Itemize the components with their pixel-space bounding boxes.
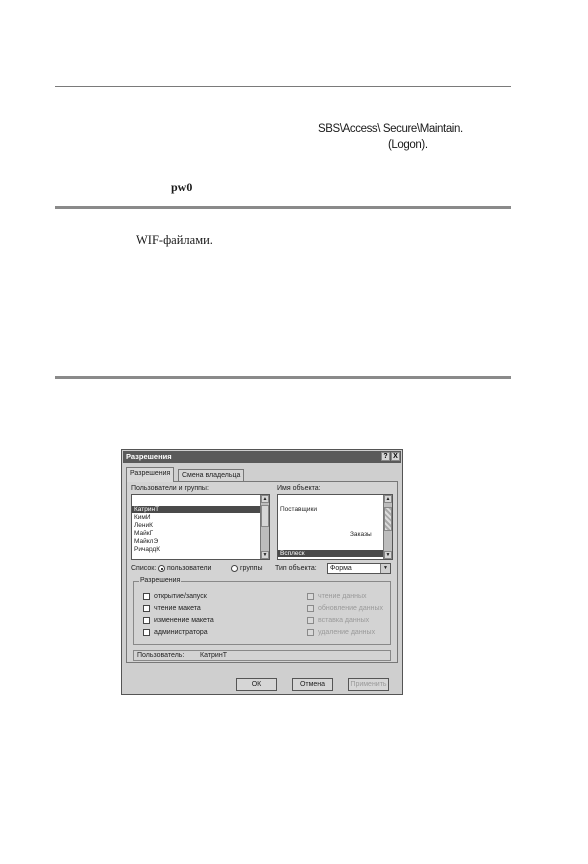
object-name-label: Имя объекта: (277, 485, 321, 492)
password-text: pw0 (171, 180, 193, 194)
scroll-track[interactable] (384, 507, 392, 531)
tab-change-owner[interactable]: Смена владельца (178, 469, 244, 482)
perm-read-data-checkbox[interactable] (307, 593, 314, 600)
apply-button[interactable]: Применить (348, 678, 389, 691)
list-item[interactable]: РичардК (134, 546, 161, 553)
scroll-thumb[interactable] (261, 505, 269, 527)
perm-update-data-checkbox[interactable] (307, 605, 314, 612)
list-item[interactable]: КатринТ (132, 506, 260, 513)
tab-permissions[interactable]: Разрешения (126, 467, 174, 482)
wif-text: WIF-файлами. (136, 233, 213, 247)
permissions-dialog (121, 449, 403, 695)
objects-scrollbar[interactable] (383, 495, 392, 559)
perm-open-run-checkbox[interactable] (143, 593, 150, 600)
user-value: КатринТ (200, 652, 227, 659)
current-user-line (133, 650, 391, 661)
list-item[interactable]: Поставщики (280, 506, 317, 513)
perm-modify-design-checkbox[interactable] (143, 617, 150, 624)
permissions-group (133, 577, 391, 645)
objects-listbox[interactable] (277, 494, 393, 560)
scroll-down-icon[interactable]: ▼ (262, 552, 268, 558)
list-item[interactable]: МайкГ (134, 530, 154, 537)
top-rule (55, 86, 511, 87)
perm-insert-data-checkbox[interactable] (307, 617, 314, 624)
dialog-title-bar[interactable] (123, 451, 401, 463)
perm-delete-data-checkbox[interactable] (307, 629, 314, 636)
dialog-title: Разрешения (126, 452, 172, 461)
user-label: Пользователь: (137, 652, 185, 659)
groups-radio-label[interactable]: группы (240, 565, 263, 572)
list-item[interactable]: КимИ (134, 514, 151, 521)
perm-modify-design-label: изменение макета (154, 617, 214, 624)
users-radio[interactable] (158, 565, 165, 572)
perm-open-run-label: открытие/запуск (154, 593, 207, 600)
perm-read-design-checkbox[interactable] (143, 605, 150, 612)
object-type-value: Форма (330, 565, 352, 572)
users-listbox[interactable] (131, 494, 270, 560)
permissions-panel (126, 481, 398, 663)
ok-button[interactable]: ОК (236, 678, 277, 691)
perm-admin-label: администратора (154, 629, 208, 636)
perm-read-data-label: чтение данных (318, 593, 367, 600)
perm-delete-data-label: удаление данных (318, 629, 376, 636)
object-type-select[interactable] (327, 563, 391, 574)
logon-text: (Logon). (388, 139, 428, 151)
scroll-up-icon[interactable]: ▲ (385, 496, 391, 502)
scroll-up-icon[interactable]: ▲ (262, 496, 268, 502)
list-item[interactable]: МайклЭ (134, 538, 159, 545)
perm-admin-checkbox[interactable] (143, 629, 150, 636)
chevron-down-icon[interactable]: ▼ (380, 564, 390, 573)
registry-path-text: SBS\Access\ Secure\Maintain. (318, 123, 463, 135)
cancel-button[interactable]: Отмена (292, 678, 333, 691)
close-button[interactable]: X (391, 452, 400, 461)
list-item[interactable]: Заказы (350, 531, 372, 538)
groups-radio[interactable] (231, 565, 238, 572)
object-type-label: Тип объекта: (275, 565, 317, 572)
users-scrollbar[interactable] (260, 495, 269, 559)
help-button[interactable]: ? (381, 452, 390, 461)
list-item[interactable]: Всплеск (278, 550, 383, 557)
middle-rule (55, 206, 511, 209)
users-groups-label: Пользователи и группы: (131, 485, 209, 492)
perm-read-design-label: чтение макета (154, 605, 201, 612)
perm-insert-data-label: вставка данных (318, 617, 370, 624)
bottom-rule (55, 376, 511, 379)
permissions-group-title: Разрешения (140, 577, 181, 584)
list-label: Список: (131, 565, 157, 572)
users-radio-label[interactable]: пользователи (167, 565, 212, 572)
perm-update-data-label: обновление данных (318, 605, 384, 612)
scroll-down-icon[interactable]: ▼ (385, 552, 391, 558)
list-item[interactable]: ЛениК (134, 522, 153, 529)
